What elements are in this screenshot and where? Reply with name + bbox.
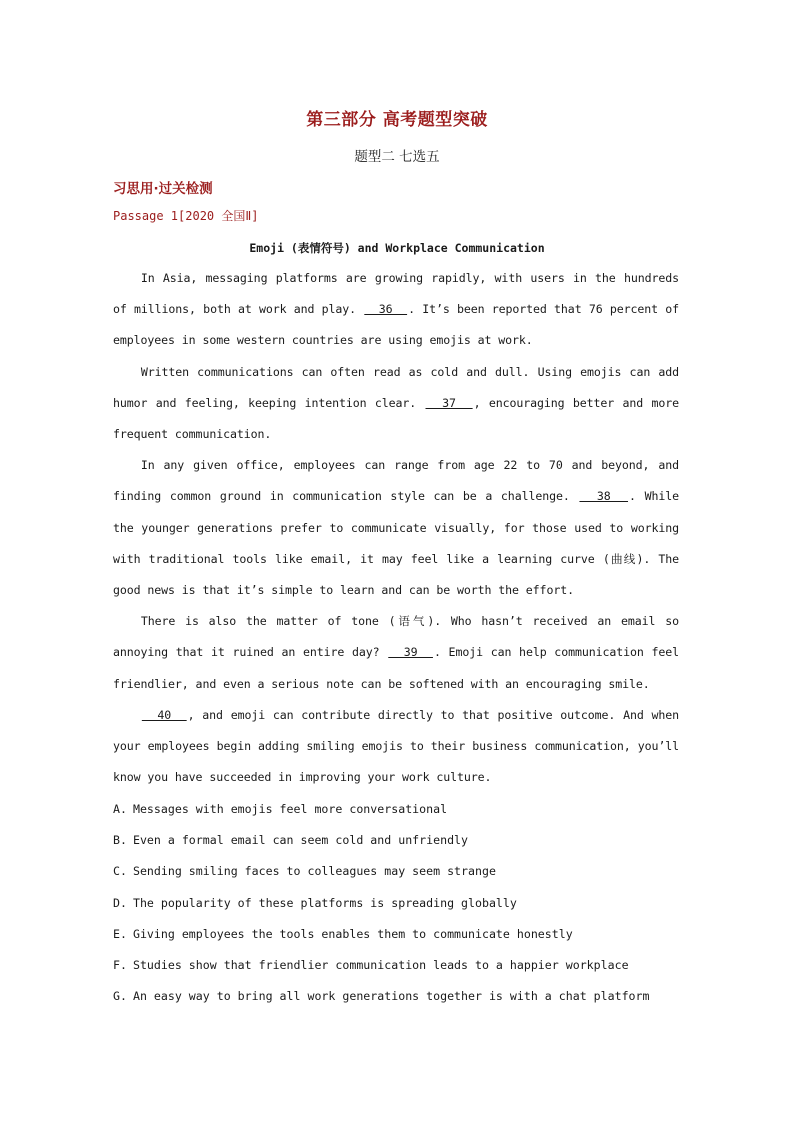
option-letter: G. — [113, 989, 127, 1004]
passage-label: Passage 1[2020 全国Ⅱ] — [113, 209, 259, 223]
option-text: Sending smiling faces to colleagues may seem strange — [132, 864, 496, 879]
paragraph-text: In any given office, employees can range from age 22 to 70 and beyond, and finding common ground in communication style can be a challenge. — [113, 458, 679, 504]
option-b — [113, 825, 679, 856]
blank-36: 36 — [364, 302, 408, 317]
option-letter: E. — [113, 926, 127, 941]
blank-40: 40 — [141, 707, 187, 722]
option-letter: D. — [113, 895, 127, 910]
option-text: Even a formal email can seem cold and unfriendly — [132, 833, 469, 848]
option-text: An easy way to bring all work generations together is with a chat platform — [132, 989, 650, 1004]
paragraph-2 — [113, 357, 679, 451]
paragraph-text: . It’s been reported that 76 percent of employees in some western countries are using emojis at work. — [113, 302, 680, 348]
option-e — [113, 919, 679, 950]
paragraph-3 — [113, 450, 679, 606]
option-letter: A. — [113, 802, 127, 816]
part-title: 第三部分 高考题型突破 — [306, 110, 488, 130]
option-text: The popularity of these platforms is spreading globally — [132, 895, 517, 910]
paragraph-text: , encouraging better and more frequent communication. — [113, 395, 679, 442]
option-text: Messages with emojis feel more conversational — [132, 802, 448, 816]
option-a — [113, 794, 679, 825]
blank-37: 37 — [425, 395, 473, 410]
paragraph-1 — [113, 263, 679, 357]
option-letter: C. — [113, 864, 127, 879]
section-label: 习思用·过关检测 — [113, 181, 213, 197]
option-g — [113, 981, 679, 1012]
option-f — [113, 950, 679, 981]
question-type-subtitle: 题型二 七选五 — [354, 149, 440, 165]
article-title: Emoji (表情符号) and Workplace Communication — [249, 241, 545, 255]
paragraph-text: In Asia, messaging platforms are growing rapidly, with users in the hundreds of millions, both at work and play. — [113, 271, 679, 317]
paragraph-5 — [113, 700, 679, 794]
option-letter: B. — [113, 833, 127, 848]
option-letter: F. — [113, 958, 127, 973]
answer-options — [113, 794, 679, 1012]
blank-38: 38 — [579, 489, 629, 504]
paragraph-text: . Emoji can help communication feel friendlier, and even a serious note can be softened with an encouraging smile. — [113, 645, 679, 691]
paragraph-text: There is also the matter of tone (语气). Who hasn’t received an email so annoying that it ruined an entire day? — [113, 614, 679, 660]
paragraph-text: , and emoji can contribute directly to that positive outcome. And when your employees begin adding smiling emojis to their business communication, you’ll know you have succeeded in improving your work culture. — [113, 707, 679, 785]
blank-39: 39 — [388, 645, 433, 660]
option-text: Giving employees the tools enables them to communicate honestly — [132, 926, 573, 941]
paragraph-text: Written communications can often read as cold and dull. Using emojis can add humor and feeling, keeping intention clear. — [113, 364, 679, 410]
paragraph-text: . While the younger generations prefer to communicate visually, for those used to working with traditional tools like email, it may feel like a learning curve (曲线). The good news is that it’s simple to learn and can be worth the effort. — [113, 489, 679, 598]
option-text: Studies show that friendlier communication leads to a happier workplace — [132, 958, 629, 973]
paragraph-4 — [113, 606, 679, 700]
option-d — [113, 888, 679, 919]
option-c — [113, 856, 679, 887]
article-body — [113, 263, 679, 793]
